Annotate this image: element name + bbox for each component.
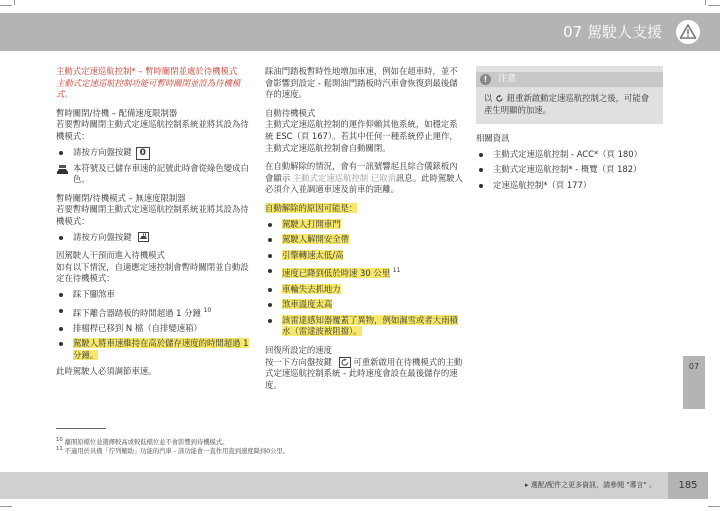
info-icon: ! [480, 74, 491, 85]
list-item-text: 請按方向盤按鍵 [73, 146, 132, 157]
reasons-title-text: 自動解除的原因可能是： [265, 202, 358, 213]
list-item [56, 147, 252, 160]
reason-item [265, 315, 463, 338]
related-link[interactable] [476, 180, 663, 192]
chapter-side-tab [683, 356, 705, 409]
right-column [476, 66, 663, 192]
page-number: 185 [668, 472, 708, 499]
side-tab-label: 07 [688, 362, 700, 371]
reason-item [265, 234, 463, 246]
paragraph: 若要暫時關閉主動式定速巡航控制系統並將其設為待機模式： [56, 119, 249, 141]
subsection-title: 回復所設定的速度 [265, 345, 332, 356]
related-link-text[interactable]: 定速巡航控制*（頁 177） [493, 179, 592, 190]
footnote-ref: 10 [203, 306, 212, 314]
paragraph-text: 訊息。此時駕駛人必須介入並調適車速及前車的距離。 [265, 172, 463, 195]
paragraph-text: 在自動解除的情況，會有一訊號響起且綜合儀錶板內會顯示 [265, 161, 458, 183]
zero-key-icon: 0 [136, 147, 150, 160]
resume-key-icon [339, 357, 351, 368]
chapter-title: 07 駕駛人支援 [563, 23, 662, 41]
crop-mark [14, 0, 15, 5]
reason-item [265, 284, 463, 296]
list-item-text: 駕駛人將車速維持在高於儲存速度的時間超過 1 分鐘。 [73, 338, 249, 361]
intro-text: 主動式定速巡航控制功能可暫時關閉並設為待機模式。 [56, 77, 241, 100]
footnote-number: 10 [56, 437, 63, 443]
related-link[interactable] [476, 149, 663, 161]
reason-text: 速度已降到低於時速 30 公里 [282, 268, 391, 279]
symbol-note-text: 本符號及已儲存車速的記號此時會從綠色變成白色。 [73, 162, 249, 185]
note-header [476, 72, 663, 87]
subsection-title: 自動待機模式 [265, 107, 316, 118]
note-label: 注意 [498, 74, 517, 84]
cluster-message: 主動式定速巡航控制 已取消 [292, 172, 396, 183]
list-item-highlighted [56, 338, 252, 361]
crop-mark [705, 0, 706, 5]
footer-text: ▸ 選配/配件之更多資訊，請參閱 "導言" 。 [525, 481, 656, 489]
list-item [56, 323, 252, 335]
resume-icon [495, 94, 504, 103]
related-link-text[interactable]: 主動式定速巡航控制* - 概覽（頁 182） [493, 164, 642, 175]
paragraph: 若要暫時關閉主動式定速巡航控制系統並將其設為待機模式： [56, 204, 249, 226]
related-title: 相關資訊 [476, 133, 510, 144]
reason-item [265, 250, 463, 262]
symbol-note [56, 163, 252, 186]
paragraph [265, 161, 463, 196]
note-text: 鈕重新啟動定速巡航控制之後，可能會產生明顯的加速。 [484, 93, 650, 115]
footnote-rule [56, 428, 106, 429]
related-link[interactable] [476, 164, 663, 176]
footnote [56, 445, 289, 456]
middle-column [265, 66, 463, 391]
list-item [56, 232, 252, 244]
warning-triangle-icon [676, 20, 700, 44]
paragraph: 此時駕駛人必須調節車速。 [56, 365, 157, 376]
cruise-control-icon [56, 164, 69, 175]
reason-item [265, 219, 463, 231]
note-box [476, 66, 663, 124]
crop-mark [708, 506, 720, 507]
footnote-ref: 11 [392, 267, 401, 275]
reason-item [265, 299, 463, 311]
crop-mark [708, 5, 720, 6]
reason-text: 車輪失去抓地力 [282, 283, 341, 294]
reason-text: 引擎轉速太低/高 [282, 249, 344, 260]
list-item-text: 踩下腳煞車 [73, 288, 115, 299]
note-text: 以 [484, 93, 493, 103]
reason-item [265, 265, 463, 279]
reason-text: 駕駛人解開安全帶 [282, 234, 349, 245]
reason-text: 該雷達感知器覆蓋了異物，例如濕雪或者大雨積水（雷達波被阻擋）。 [282, 314, 458, 337]
paragraph-text: 按一下方向盤按鍵 [265, 356, 332, 367]
chapter-header [0, 13, 720, 51]
paragraph: 踩油門踏板暫時性地增加車速，例如在超車時，並不會影響到設定 - 鬆開油門踏板時汽車會恢復到最後儲存的速度。 [265, 66, 458, 100]
reasons-title [265, 203, 463, 215]
list-item-text: 排檔桿已移到 N 檔（自排變速箱） [73, 322, 202, 333]
left-column [56, 66, 252, 377]
footnote-number: 11 [56, 446, 63, 452]
subsection-title: 因駕駛人干預而進入待機模式 [56, 250, 165, 261]
subsection-title: 暫時關閉/待機模式 – 無速度限制器 [56, 192, 186, 203]
footnote-text: 不適用於具備「佇列輔助」功能的汽車 - 該功能會一直作用直到速度降到0公里。 [64, 448, 290, 456]
list-item [56, 289, 252, 301]
related-link-text[interactable]: 主動式定速巡航控制 - ACC*（頁 180） [493, 148, 642, 159]
section-heading: 主動式定速巡航控制* – 暫時關閉並處於待機模式 [56, 66, 238, 76]
list-item-text: 踩下離合器踏板的時間超過 1 分鐘 [73, 307, 201, 318]
subsection-title: 暫時關閉/待機 – 配備速度限制器 [56, 107, 178, 118]
paragraph-text: 可重新啟用在待機模式的主動式定速巡航控制系統 - 此時速度會設在最後儲存的速度。 [265, 356, 463, 390]
list-item [56, 305, 252, 319]
footnote-text: 離開原檔位並選擇較高或較低檔位並不會影響到待機模式。 [64, 439, 229, 447]
cruise-pause-icon [138, 232, 149, 242]
crop-mark [0, 506, 12, 507]
crop-mark [0, 5, 12, 6]
list-item-text: 請按方向盤按鍵 [73, 231, 132, 242]
paragraph: 主動式定速巡航控制的運作仰賴其他系統，如穩定系統 ESC（頁 167）。若其中任何一種系統停止運作，主動式定速巡航控制會自動關閉。 [265, 119, 458, 153]
paragraph [265, 357, 463, 392]
paragraph: 如有以下情況，自適應定速控制會暫時關閉並自動設定在待機模式： [56, 261, 249, 284]
reason-text: 煞車溫度太高 [282, 299, 333, 310]
note-body [476, 93, 663, 116]
reason-text: 駕駛人打開車門 [282, 218, 341, 229]
page-footer [0, 472, 668, 499]
